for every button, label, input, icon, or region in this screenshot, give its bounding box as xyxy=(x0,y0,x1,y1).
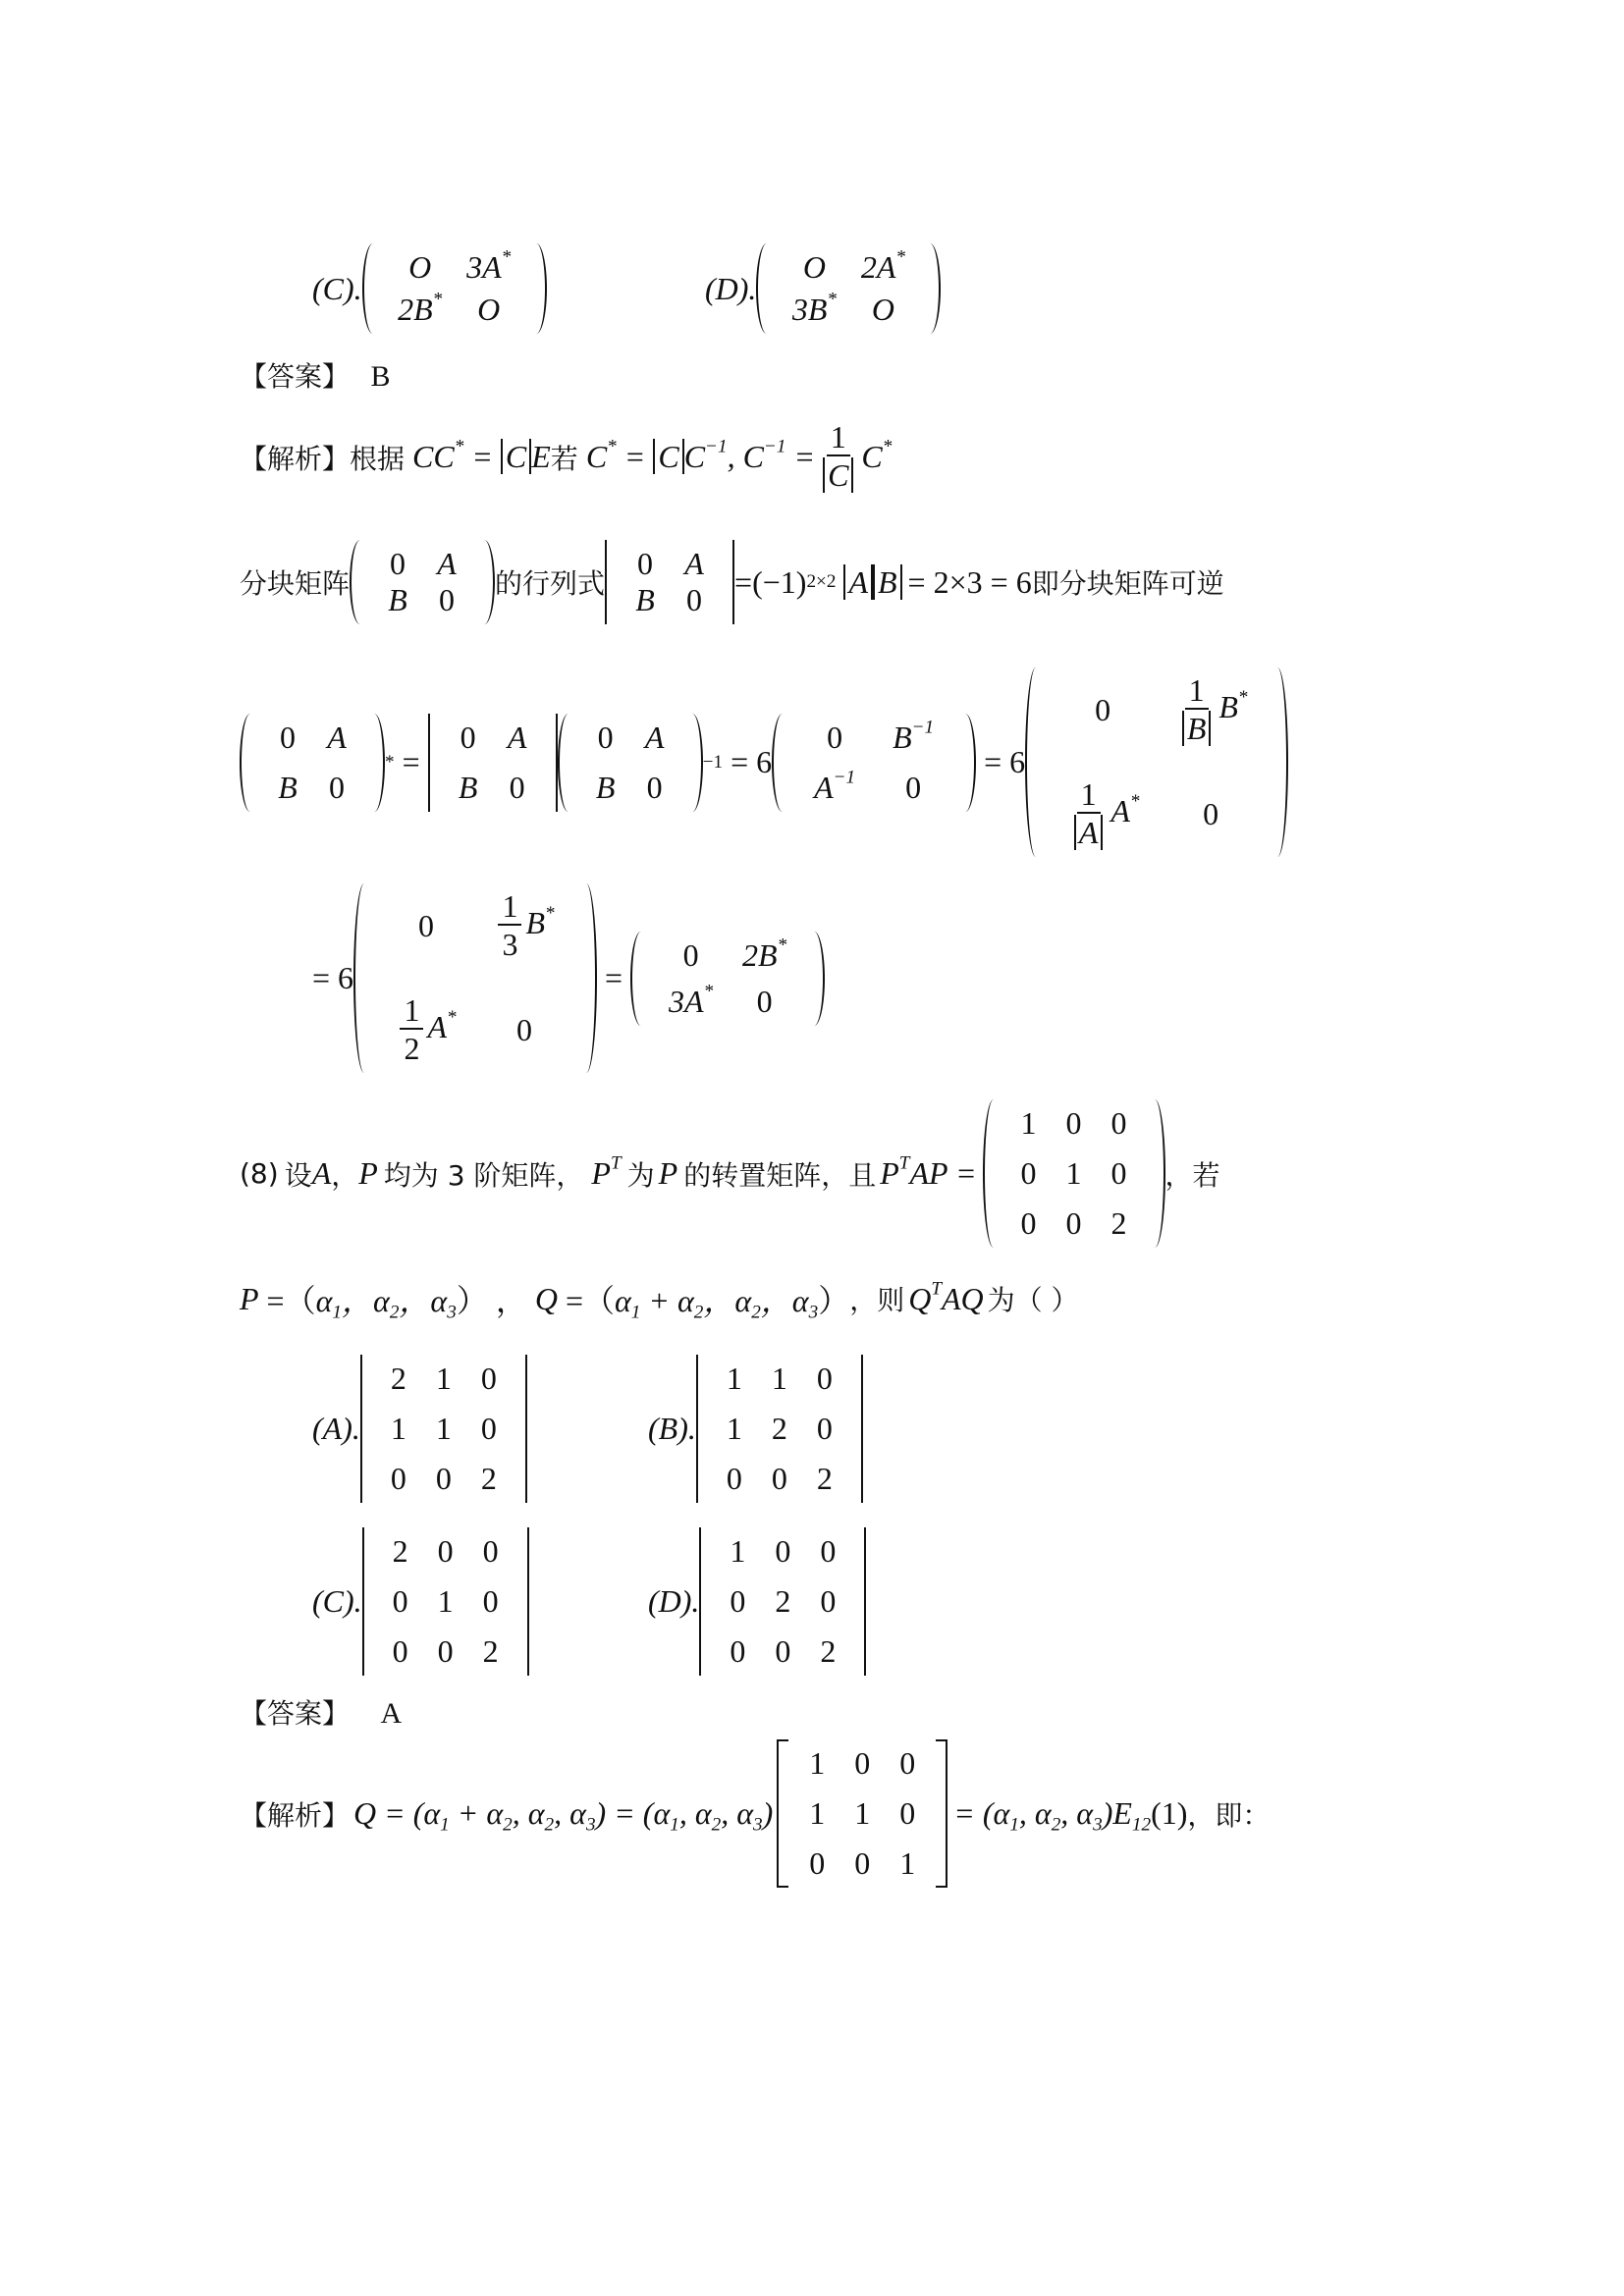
q8-stem-line1: (8) 设 A ， P 均为 3 阶矩阵， $P^T$ 为 P 的转置矩阵，且 $P^TAP$ = 1 0 0 0 1 0 0 0 2 ，若 xyxy=(240,1099,1220,1248)
q8-text3: 为 xyxy=(626,1158,655,1192)
q8-answer-value: A xyxy=(380,1697,403,1730)
q7-option-c xyxy=(312,243,547,334)
q8-option-c-label: (C). xyxy=(312,1583,362,1619)
q7-text-genju: 根据 xyxy=(350,442,406,475)
q8-answer xyxy=(240,1692,402,1732)
q8-var-a: A xyxy=(311,1155,332,1191)
q7-option-d-matrix: O 2A* 3B* O xyxy=(756,243,941,334)
q7-analysis-tag: 【解析】 xyxy=(240,442,351,475)
q8-number: (8) xyxy=(240,1157,279,1190)
q8-option-b-label: (B). xyxy=(648,1411,696,1446)
q7-answer xyxy=(240,355,391,395)
q8-option-b: (B). 1 1 0 1 2 0 0 0 2 xyxy=(648,1355,863,1503)
q7-answer-tag: 【答案】 xyxy=(240,360,351,393)
q8-text1: 设 xyxy=(284,1158,312,1192)
q7-eq-val: = 2×3 = 6 xyxy=(907,563,1032,600)
q7-option-c-matrix: O 3A* 2B* O xyxy=(362,243,547,334)
q7-text-kenyi: 即分块矩阵可逆 xyxy=(1031,567,1224,600)
q7-eq-det: =(−1) xyxy=(734,563,807,600)
q7-option-d xyxy=(705,243,941,334)
q8-var-p: P xyxy=(358,1155,378,1191)
q7-analysis-line2: 分块矩阵 0 A B 0 的行列式 0 A B 0 =(−1) 2×2 A B = 2×3 = 6 即分块矩阵可逆 xyxy=(240,540,1224,624)
q7-analysis-line1: 【解析】 根据 CC* = C E 若 C* = C $C^{-1}$, $C^{-1}$ = $\frac{1}{C}$ C* xyxy=(240,419,893,494)
q8-option-c: (C). 2 0 0 0 1 0 0 0 2 xyxy=(312,1527,529,1676)
q8-option-a: (A). 2 1 0 1 1 0 0 0 2 xyxy=(312,1355,527,1503)
q8-text-ji: ，即： xyxy=(1187,1798,1271,1832)
q7-option-c-label: (C). xyxy=(312,270,362,306)
q8-comma: ， xyxy=(331,1158,359,1192)
q7-answer-value: B xyxy=(370,360,391,393)
q8-analysis-tag: 【解析】 xyxy=(240,1798,351,1832)
q8-text5: ，若 xyxy=(1164,1158,1220,1192)
q7-option-d-label: (D). xyxy=(705,270,757,306)
q7-text-fenkuai: 分块矩阵 xyxy=(240,567,351,600)
q8-analysis: 【解析】 $Q = (\alpha_1 + \alpha_2$, $\alpha_2$, $\alpha_3) = (\alpha_1$, $\alpha_2$, $\alpha_3$) 1 0 0 1 1 0 0 0 1 = ($\alpha_1$, $\alpha_2$, $\alpha_3)E_{12}$ (1) ，即： xyxy=(240,1739,1270,1888)
q8-stem-line2: P =（ $\alpha_1$，$\alpha_2$，$\alpha_3$ ） ， Q =（ $\alpha_1 + \alpha_2$，$\alpha_2$，$\alpha_3$ ） ，则 $Q^TAQ$ 为（ ） xyxy=(240,1278,1079,1323)
q8-text7: 为（ ） xyxy=(987,1284,1079,1316)
q7-text-hanglieshi: 的行列式 xyxy=(495,567,606,600)
q7-text-ruo: 若 xyxy=(550,442,578,475)
q8-option-a-label: (A). xyxy=(312,1411,360,1446)
q8-option-d-label: (D). xyxy=(648,1583,700,1619)
q8-option-d: (D). 1 0 0 0 2 0 0 0 2 xyxy=(648,1527,866,1676)
q8-text6: ，则 xyxy=(849,1284,905,1316)
q8-text2: 均为 3 阶矩阵， xyxy=(383,1158,584,1192)
q8-answer-tag: 【答案】 xyxy=(240,1697,351,1730)
q7-analysis-line3: 0 A B 0 * = 0 A B 0 0 A B 0 −1 = 6 0 $B^{-1}$ $A^{-1}$ 0 = 6 0 $\frac{1}{B}$ B* $\frac{1}{A}$ A* 0 xyxy=(240,667,1288,857)
q7-analysis-line4: = 6 0 $\frac{1}{3}$ B* $\frac{1}{2}$ A* 0 = 0 2B* 3A* 0 xyxy=(312,883,825,1073)
q8-text4: 的转置矩阵，且 xyxy=(683,1158,877,1192)
